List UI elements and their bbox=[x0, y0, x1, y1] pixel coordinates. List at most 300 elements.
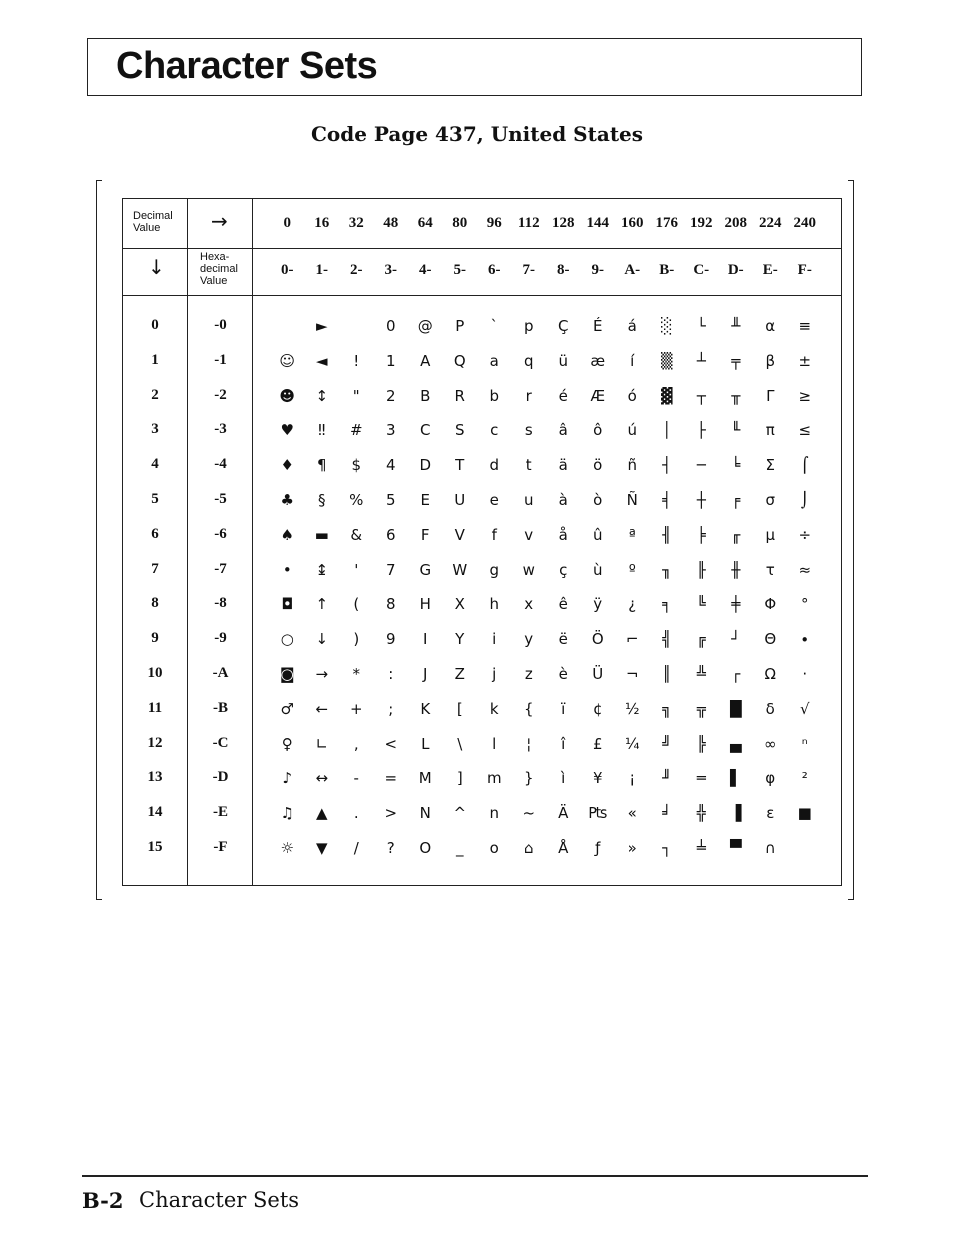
column-decimal-header: 64 bbox=[417, 215, 433, 231]
character-cell: V bbox=[454, 525, 465, 544]
character-cell: Y bbox=[455, 630, 465, 649]
character-cell: m bbox=[486, 769, 502, 788]
row-hex-label: -9 bbox=[214, 630, 227, 647]
character-cell: % bbox=[349, 491, 364, 509]
character-cell: β bbox=[765, 351, 776, 370]
character-cell: ≡ bbox=[798, 317, 812, 335]
character-cell: ╪ bbox=[731, 595, 741, 614]
character-cell: ╘ bbox=[731, 456, 741, 475]
character-cell: ÷ bbox=[798, 525, 812, 544]
character-cell: i bbox=[492, 630, 497, 649]
character-cell: ╠ bbox=[696, 734, 706, 753]
character-cell: ó bbox=[627, 386, 637, 405]
row-hex-label: -E bbox=[213, 804, 228, 821]
character-cell: é bbox=[558, 386, 568, 405]
column-decimal-header: 96 bbox=[486, 215, 502, 231]
character-cell: ù bbox=[592, 560, 603, 579]
character-cell: l bbox=[492, 734, 497, 753]
character-cell: ♠ bbox=[280, 525, 294, 544]
row-decimal-label: 15 bbox=[147, 839, 163, 855]
character-cell: ─ bbox=[696, 456, 706, 475]
character-cell: = bbox=[384, 769, 398, 788]
character-cell: ¡ bbox=[629, 769, 636, 788]
character-cell: µ bbox=[765, 525, 776, 544]
character-cell: , bbox=[353, 734, 359, 753]
character-cell: ◙ bbox=[279, 665, 295, 683]
character-cell: ¼ bbox=[624, 734, 640, 753]
character-cell: ╤ bbox=[731, 351, 741, 370]
character-cell: ¶ bbox=[316, 456, 327, 475]
character-cell: ¿ bbox=[628, 595, 637, 614]
character-cell: ? bbox=[386, 839, 395, 857]
column-decimal-header: 80 bbox=[452, 215, 468, 231]
character-cell: $ bbox=[351, 456, 362, 475]
character-chart bbox=[122, 198, 842, 886]
character-cell: W bbox=[452, 560, 468, 579]
column-hex-header: 3- bbox=[384, 262, 397, 278]
row-hex-label: -D bbox=[212, 769, 229, 786]
character-cell: ┌ bbox=[731, 665, 741, 683]
character-cell: Q bbox=[453, 351, 466, 370]
character-cell: æ bbox=[590, 351, 606, 370]
row-decimal-label: 13 bbox=[147, 769, 163, 786]
character-cell: ⁿ bbox=[801, 734, 808, 753]
character-cell: ╡ bbox=[662, 491, 672, 509]
character-cell: ╚ bbox=[696, 595, 706, 614]
character-cell: å bbox=[558, 525, 568, 544]
character-cell: w bbox=[522, 560, 535, 579]
character-cell: H bbox=[419, 595, 431, 614]
character-cell: > bbox=[384, 804, 398, 823]
character-cell: Σ bbox=[765, 456, 775, 475]
character-cell: h bbox=[489, 595, 499, 614]
character-cell: Θ bbox=[764, 630, 777, 649]
character-cell: c bbox=[490, 421, 499, 440]
column-decimal-header: 16 bbox=[314, 215, 330, 231]
character-cell: ┼ bbox=[696, 491, 706, 509]
character-cell: ◘ bbox=[281, 595, 294, 614]
character-cell: Æ bbox=[590, 386, 606, 405]
character-cell: ▀ bbox=[729, 839, 742, 857]
character-cell: ⌠ bbox=[800, 456, 809, 475]
column-decimal-header: 224 bbox=[759, 215, 782, 231]
character-cell: ô bbox=[593, 421, 603, 440]
label-line: decimal bbox=[200, 263, 238, 275]
character-cell: ≈ bbox=[798, 560, 812, 579]
character-cell: v bbox=[524, 525, 534, 544]
character-cell: { bbox=[523, 699, 534, 718]
character-cell: T bbox=[455, 456, 465, 475]
character-cell: ! bbox=[353, 351, 360, 370]
character-cell: δ bbox=[765, 699, 775, 718]
right-bracket bbox=[848, 180, 854, 900]
character-cell: ╖ bbox=[662, 560, 672, 579]
character-cell: e bbox=[489, 491, 499, 509]
character-cell: L bbox=[421, 734, 430, 753]
label-line: Decimal bbox=[133, 210, 173, 222]
character-cell: Φ bbox=[764, 595, 777, 614]
character-cell: ê bbox=[558, 595, 568, 614]
character-cell: . bbox=[353, 804, 359, 823]
character-cell: · bbox=[802, 665, 808, 683]
character-cell: φ bbox=[765, 769, 776, 788]
column-decimal-header: 192 bbox=[690, 215, 713, 231]
character-cell: ` bbox=[490, 317, 498, 335]
character-cell: ú bbox=[627, 421, 637, 440]
character-cell: ■ bbox=[797, 804, 812, 823]
character-cell: ¬ bbox=[625, 665, 639, 683]
character-cell: ⌡ bbox=[800, 491, 809, 509]
character-cell: ä bbox=[558, 456, 568, 475]
character-cell: b bbox=[489, 386, 500, 405]
character-cell: Ö bbox=[591, 630, 604, 649]
row-decimal-label: 2 bbox=[151, 386, 159, 403]
character-cell: ▓ bbox=[660, 386, 673, 405]
character-cell: 0 bbox=[385, 317, 396, 335]
character-cell: è bbox=[558, 665, 568, 683]
character-cell: ò bbox=[593, 491, 603, 509]
character-cell: G bbox=[419, 560, 432, 579]
footer-section: Character Sets bbox=[139, 1188, 300, 1212]
character-cell: ª bbox=[628, 525, 636, 544]
character-cell: ↑ bbox=[315, 595, 329, 614]
character-cell: ∙ bbox=[800, 630, 810, 649]
character-cell: E bbox=[420, 491, 430, 509]
character-cell: B bbox=[420, 386, 431, 405]
character-cell: ┴ bbox=[696, 351, 706, 370]
character-cell: & bbox=[350, 525, 363, 544]
character-cell: ♂ bbox=[280, 699, 294, 718]
character-cell: ë bbox=[558, 630, 568, 649]
character-cell: û bbox=[592, 525, 603, 544]
column-decimal-header: 208 bbox=[724, 215, 747, 231]
table-subtitle: Code Page 437, United States bbox=[310, 122, 644, 146]
character-cell: 6 bbox=[385, 525, 396, 544]
hex-value-label bbox=[200, 251, 238, 287]
character-cell: f bbox=[491, 525, 497, 544]
character-cell: _ bbox=[456, 839, 464, 857]
character-cell: D bbox=[419, 456, 432, 475]
character-cell: N bbox=[419, 804, 431, 823]
character-cell: 2 bbox=[385, 386, 396, 405]
character-cell: d bbox=[489, 456, 500, 475]
column-decimal-header: 32 bbox=[348, 215, 364, 231]
character-cell: / bbox=[353, 839, 359, 857]
footer-page-number: B-2 bbox=[82, 1188, 124, 1213]
character-cell: ( bbox=[353, 595, 360, 614]
row-hex-label: -F bbox=[213, 839, 228, 855]
character-cell: ╛ bbox=[662, 804, 672, 823]
character-cell: ÿ bbox=[593, 595, 603, 614]
character-cell: ♀ bbox=[281, 734, 293, 753]
row-hex-label: -8 bbox=[214, 595, 227, 612]
character-cell: 1 bbox=[385, 351, 396, 370]
character-cell: ¥ bbox=[592, 769, 603, 788]
character-cell: " bbox=[352, 386, 360, 405]
character-cell: + bbox=[349, 699, 363, 718]
character-cell: ì bbox=[561, 769, 566, 788]
character-cell: p bbox=[523, 317, 534, 335]
column-hex-header: B- bbox=[659, 262, 675, 278]
character-cell: t bbox=[525, 456, 532, 475]
character-cell: * bbox=[352, 665, 360, 683]
column-hex-header: F- bbox=[797, 262, 812, 278]
character-cell: ▌ bbox=[729, 769, 742, 788]
row-decimal-label: 8 bbox=[151, 595, 159, 612]
character-cell: q bbox=[523, 351, 534, 370]
column-hex-header: 0- bbox=[281, 262, 294, 278]
character-cell: █ bbox=[729, 699, 742, 718]
row-decimal-label: 6 bbox=[151, 525, 159, 542]
character-cell: ┐ bbox=[662, 839, 672, 857]
character-cell: ├ bbox=[696, 421, 706, 440]
character-cell: á bbox=[627, 317, 637, 335]
character-cell: j bbox=[492, 665, 497, 683]
row-decimal-label: 10 bbox=[147, 665, 163, 681]
character-cell: ╩ bbox=[696, 665, 706, 683]
character-cell: - bbox=[353, 769, 359, 788]
character-cell: n bbox=[489, 804, 499, 823]
character-cell: ☻ bbox=[279, 386, 296, 405]
row-hex-label: -3 bbox=[214, 421, 227, 438]
character-cell: ♥ bbox=[280, 421, 294, 440]
column-hex-header: 9- bbox=[591, 262, 604, 278]
character-cell: ⌂ bbox=[523, 839, 534, 857]
character-cell: U bbox=[454, 491, 466, 509]
row-hex-label: -4 bbox=[214, 456, 227, 473]
column-decimal-header: 176 bbox=[655, 215, 678, 231]
label-line: Hexa- bbox=[200, 251, 230, 263]
column-hex-header: A- bbox=[624, 262, 641, 278]
character-cell: 4 bbox=[385, 456, 396, 475]
character-cell: ñ bbox=[627, 456, 637, 475]
character-cell: ╬ bbox=[696, 804, 706, 823]
label-line: Value bbox=[200, 275, 228, 287]
row-decimal-label: 5 bbox=[151, 491, 159, 507]
character-cell: P bbox=[455, 317, 465, 335]
character-cell: 3 bbox=[385, 421, 396, 440]
character-cell: ü bbox=[558, 351, 568, 370]
column-hex-header: C- bbox=[693, 262, 710, 278]
character-cell: ← bbox=[315, 699, 329, 718]
character-cell: ⌐ bbox=[625, 630, 639, 649]
row-hex-label: -0 bbox=[214, 317, 227, 333]
character-cell: ε bbox=[766, 804, 775, 823]
character-cell: a bbox=[489, 351, 499, 370]
divider bbox=[123, 248, 841, 249]
character-cell: 8 bbox=[385, 595, 396, 614]
character-cell: ╞ bbox=[696, 525, 706, 544]
character-cell: ○ bbox=[280, 630, 294, 649]
character-cell: ↔ bbox=[315, 769, 329, 788]
character-cell: É bbox=[593, 317, 603, 335]
character-cell: K bbox=[420, 699, 431, 718]
character-cell: z bbox=[524, 665, 533, 683]
left-bracket bbox=[96, 180, 102, 900]
character-cell: ± bbox=[798, 351, 812, 370]
character-cell: ∞ bbox=[764, 734, 777, 753]
character-cell: ∟ bbox=[315, 734, 329, 753]
column-hex-header: D- bbox=[727, 262, 744, 278]
character-cell: ^ bbox=[453, 804, 467, 823]
character-cell: ♣ bbox=[280, 491, 294, 509]
character-cell: ½ bbox=[624, 699, 640, 718]
character-cell: ♦ bbox=[280, 456, 294, 475]
page-title: Character Sets bbox=[116, 45, 378, 87]
character-cell: M bbox=[418, 769, 432, 788]
label-line: Value bbox=[133, 222, 161, 234]
character-cell: R bbox=[454, 386, 465, 405]
character-cell: ╓ bbox=[731, 525, 741, 544]
character-cell: σ bbox=[765, 491, 775, 509]
row-hex-label: -5 bbox=[214, 491, 227, 507]
column-hex-header: 6- bbox=[488, 262, 501, 278]
character-cell: ╕ bbox=[662, 595, 672, 614]
character-cell: ☺ bbox=[279, 351, 296, 370]
character-cell: 7 bbox=[385, 560, 396, 579]
arrow-down-icon: ↓ bbox=[148, 255, 165, 279]
character-cell: x bbox=[524, 595, 534, 614]
character-cell: ▐ bbox=[729, 804, 742, 823]
decimal-value-label bbox=[133, 210, 173, 234]
character-cell: Ä bbox=[558, 804, 569, 823]
character-cell: ║ bbox=[662, 665, 672, 683]
character-cell: F bbox=[420, 525, 430, 544]
row-decimal-label: 1 bbox=[151, 351, 159, 368]
column-hex-header: 1- bbox=[315, 262, 328, 278]
character-cell: Ç bbox=[558, 317, 569, 335]
character-cell: ≤ bbox=[798, 421, 812, 440]
column-hex-header: 7- bbox=[522, 262, 535, 278]
character-cell: ▬ bbox=[314, 525, 329, 544]
character-cell: í bbox=[630, 351, 635, 370]
character-cell: ¦ bbox=[526, 734, 532, 753]
column-decimal-header: 240 bbox=[793, 215, 816, 231]
character-cell: ∩ bbox=[764, 839, 776, 857]
character-cell: ; bbox=[388, 699, 394, 718]
character-cell: ↓ bbox=[315, 630, 329, 649]
character-cell: î bbox=[561, 734, 566, 753]
character-cell: u bbox=[523, 491, 534, 509]
character-cell: 9 bbox=[385, 630, 396, 649]
character-cell: │ bbox=[662, 421, 672, 440]
character-cell: o bbox=[489, 839, 499, 857]
character-cell: ┘ bbox=[731, 630, 741, 649]
row-hex-label: -1 bbox=[214, 351, 227, 368]
column-decimal-header: 144 bbox=[586, 215, 609, 231]
column-decimal-header: 0 bbox=[283, 215, 291, 231]
character-cell: ╒ bbox=[731, 491, 741, 509]
row-hex-label: -6 bbox=[214, 525, 227, 542]
character-cell: π bbox=[765, 421, 775, 440]
character-cell: y bbox=[524, 630, 534, 649]
character-cell: S bbox=[454, 421, 465, 440]
character-cell: ═ bbox=[696, 769, 706, 788]
row-hex-label: -C bbox=[212, 734, 229, 751]
divider bbox=[123, 295, 841, 296]
character-cell: k bbox=[489, 699, 499, 718]
character-cell: ▄ bbox=[729, 734, 742, 753]
character-cell: Ω bbox=[764, 665, 776, 683]
character-cell: ² bbox=[801, 769, 808, 788]
header-box bbox=[87, 38, 862, 96]
character-cell: ╟ bbox=[696, 560, 706, 579]
character-cell: ┤ bbox=[662, 456, 672, 475]
character-cell: I bbox=[423, 630, 428, 649]
column-hex-header: 5- bbox=[453, 262, 466, 278]
column-hex-header: 4- bbox=[419, 262, 432, 278]
character-cell: √ bbox=[799, 699, 810, 718]
character-cell: ‼ bbox=[318, 421, 326, 440]
row-hex-label: -2 bbox=[214, 386, 227, 403]
character-cell: α bbox=[765, 317, 776, 335]
character-cell: ╢ bbox=[662, 525, 672, 544]
character-cell: » bbox=[627, 839, 637, 857]
character-cell: X bbox=[454, 595, 465, 614]
character-cell: Ñ bbox=[626, 491, 638, 509]
character-cell: ¢ bbox=[592, 699, 603, 718]
character-cell: ₧ bbox=[588, 804, 608, 823]
character-cell: s bbox=[524, 421, 533, 440]
character-cell: ƒ bbox=[595, 839, 601, 857]
character-cell: \ bbox=[457, 734, 463, 753]
column-decimal-header: 112 bbox=[517, 215, 540, 231]
row-decimal-label: 7 bbox=[151, 560, 159, 577]
character-cell: A bbox=[420, 351, 431, 370]
row-decimal-label: 11 bbox=[147, 699, 163, 716]
character-cell: ç bbox=[559, 560, 568, 579]
character-cell: r bbox=[525, 386, 532, 405]
character-cell: ╙ bbox=[731, 421, 741, 440]
character-cell: Å bbox=[558, 839, 569, 857]
column-hex-header: 8- bbox=[557, 262, 570, 278]
row-decimal-label: 4 bbox=[151, 456, 159, 473]
column-decimal-header: 128 bbox=[552, 215, 575, 231]
character-cell: ┬ bbox=[696, 386, 706, 405]
character-cell: ♪ bbox=[282, 769, 293, 788]
character-cell: ╣ bbox=[662, 630, 672, 649]
character-cell: } bbox=[523, 769, 534, 788]
character-cell: : bbox=[388, 665, 394, 683]
character-cell: J bbox=[423, 665, 428, 683]
character-cell: â bbox=[558, 421, 568, 440]
character-cell: ╨ bbox=[731, 317, 741, 335]
row-decimal-label: 0 bbox=[151, 317, 159, 333]
character-cell: ] bbox=[456, 769, 463, 788]
character-cell: ▲ bbox=[315, 804, 328, 823]
character-cell: ▒ bbox=[660, 351, 673, 370]
character-cell: ♫ bbox=[280, 804, 294, 823]
character-cell: ╔ bbox=[696, 630, 706, 649]
character-cell: Γ bbox=[766, 386, 775, 405]
character-cell: « bbox=[627, 804, 637, 823]
character-cell: ↨ bbox=[315, 560, 329, 579]
character-cell: ▼ bbox=[315, 839, 328, 857]
character-cell: ╥ bbox=[731, 386, 741, 405]
character-cell: O bbox=[419, 839, 432, 857]
character-cell: ' bbox=[354, 560, 359, 579]
character-cell: ° bbox=[801, 595, 809, 614]
row-decimal-label: 14 bbox=[147, 804, 163, 821]
row-decimal-label: 3 bbox=[151, 421, 159, 438]
character-cell: Ü bbox=[592, 665, 604, 683]
character-cell: à bbox=[558, 491, 568, 509]
character-cell: g bbox=[489, 560, 500, 579]
character-cell: # bbox=[349, 421, 363, 440]
character-cell: ◄ bbox=[315, 351, 328, 370]
column-decimal-header: 160 bbox=[621, 215, 644, 231]
character-cell: ╝ bbox=[662, 734, 672, 753]
